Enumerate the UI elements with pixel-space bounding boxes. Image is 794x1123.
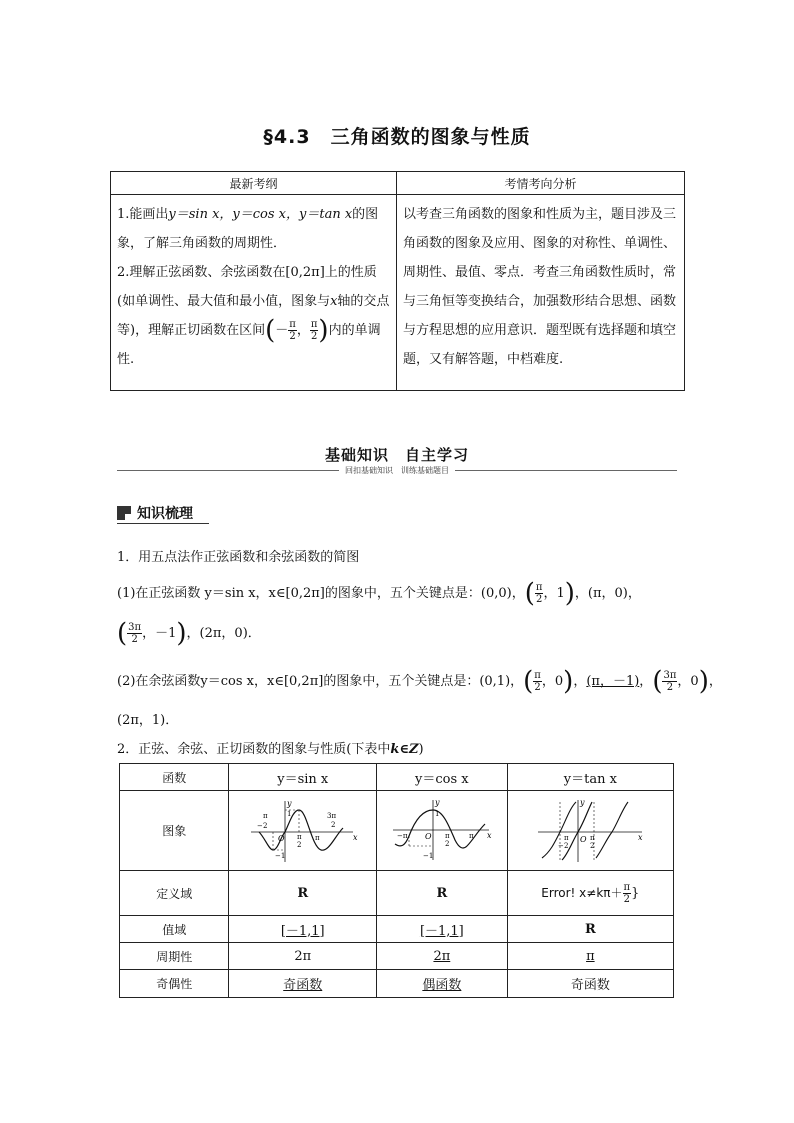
header-cos: y＝cos x [377,764,508,791]
sin-text-a: (1)在正弦函数 y＝sin x，x∈[0,2π]的图象中，五个关键点是：(0,0)， [117,586,525,601]
row-label-range: 值域 [120,916,229,943]
exam-outline-table [110,171,685,391]
outline-content: 1.能画出y＝sin x，y＝cos x，y＝tan x的图象，了解三角函数的周期性． 2.理解正弦函数、余弦函数在[0,2π]上的性质(如单调性、最大值和最小值，图象与x轴的交点等)，理解正切函数在区间(－ $\frac{\pi}{2}$ ， $\frac{\pi}{2}$ )内的单调性. [111,195,397,391]
sin-x-label: x [352,832,358,842]
item-2 [117,738,424,757]
item-2-end: ) [418,742,424,757]
cos-pi-over-2-num: π [444,831,450,840]
outline-p2-c: 轴的交点等)，理解正切函数在区间 [117,294,390,338]
sin-graph-cell [229,791,377,871]
outline-p2-x: x [330,294,338,309]
section-subtitle-wrap [0,465,794,476]
sin-neg-pi-over-2-num: π [262,811,268,820]
cos-one-label: 1 [434,809,440,818]
outline-header: 最新考纲 [111,172,397,195]
cos-range: [－1,1] [377,916,508,943]
cos-text-f: ， [708,674,722,689]
sin-period: 2π [229,943,377,970]
tan-neg-sign: − [558,841,565,850]
sin-range: [－1,1] [229,916,377,943]
cos-period: 2π [377,943,508,970]
header-sin: y＝sin x [229,764,377,791]
sin-keypoints-line-2: ( $\frac{3\pi}{2}$ ，－1)，(2π，0)． [117,618,261,649]
tan-domain-frac-den: 2 [623,893,630,905]
knowledge-heading [117,503,193,523]
sin-neg-one-label: −1 [274,851,286,860]
outline-p2-a: 2.理解正弦函数、余弦函数在[0,2π]上的性质(如单调性、最大值和最小值，图象与 [117,265,377,309]
outline-neg-sign: － [275,323,289,338]
cos-text-c: ， [573,674,587,689]
header-tan: y＝tan x [507,764,673,791]
tan-neg-pi-over-2-num: π [564,833,569,842]
table-row [120,970,674,998]
cos-graph-cell [377,791,508,871]
sin-one-label: 1 [286,809,292,818]
outline-p1-a: 1.能画出 [117,207,169,222]
cos-neg-pi-label: −π [396,831,408,840]
cos-text-d: ， [639,674,653,689]
tan-parity: 奇函数 [507,970,673,998]
trig-functions-table [119,763,674,998]
tan-period: π [507,943,673,970]
item-1: 1．用五点法作正弦函数和余弦函数的简图 [117,550,360,565]
tan-domain [507,871,673,916]
cos-pi-over-2-den: 2 [444,839,450,848]
cos-frac-den-1: 2 [534,682,541,693]
tan-x-label: x [638,832,643,842]
outline-p1-funcs: y＝sin x，y＝cos x，y＝tan x [168,207,353,222]
cos-keypoints-line-2: (2π，1)． [117,713,179,728]
item-2-text: 2．正弦、余弦、正切函数的图象与性质(下表中 [117,742,391,757]
outline-frac-den-2: 2 [310,331,318,342]
cos-neg-one-label: −1 [422,851,434,860]
tan-neg-pi-over-2-den: 2 [564,841,569,850]
sin-text-e: ，(2π，0)． [186,626,261,641]
heading-underline [117,523,209,524]
sin-domain: R [229,871,377,916]
sin-neg-pi-over-2-den: 2 [262,821,268,830]
outline-frac-num-1: π [289,319,296,330]
cos-y-label: y [434,797,440,807]
cos-pi-label: π [468,831,474,840]
sin-text-d: ，－1 [142,626,177,641]
square-bullet-icon [117,506,131,520]
sin-frac-den-1: 2 [535,594,543,605]
tan-y-label: y [580,797,585,807]
cos-text-a: (2)在余弦函数y＝cos x，x∈[0,2π]的图象中，五个关键点是：(0,1)， [117,674,524,689]
outline-frac-den-1: 2 [289,331,296,342]
cos-parity: 偶函数 [377,970,508,998]
cos-frac-num-1: π [534,670,541,681]
header-function: 函数 [120,764,229,791]
sin-graph [243,796,363,866]
section-title: 基础知识 自主学习 [324,446,469,464]
cos-x-label: x [486,830,492,840]
table-row [120,871,674,916]
table-row [120,764,674,791]
row-label-domain: 定义域 [120,871,229,916]
tan-graph-cell [507,791,673,871]
sin-neg-sign: − [256,821,263,830]
row-label-graph: 图象 [120,791,229,871]
item-2-k: k∈Z [390,742,419,757]
sin-frac-num-1: π [535,582,543,593]
sin-pi-over-2-num: π [296,832,302,841]
outline-p1-c: 的图象，了解三角函数的周期性． [117,207,379,251]
table-row [120,943,674,970]
sin-text-b: ，1 [543,586,565,601]
sin-pi-over-2-den: 2 [296,840,302,849]
sin-frac-num-2: 3π [128,622,142,633]
tan-domain-brace: } [631,885,640,901]
cos-text-e: ，0 [677,674,699,689]
row-label-parity: 奇偶性 [120,970,229,998]
section-subtitle: 回扣基础知识 训练基础题目 [339,466,455,475]
sin-parity: 奇函数 [229,970,377,998]
knowledge-heading-text: 知识梳理 [137,506,193,522]
page-title: §4.3 三角函数的图象与性质 [263,126,531,148]
tan-origin-label: O [580,834,587,844]
outline-frac-num-2: π [310,319,318,330]
cos-graph [387,796,497,866]
table-row [120,791,674,871]
cos-point-pi: (π，－1) [586,674,640,689]
cos-domain: R [377,871,508,916]
sin-keypoints-line-1: (1)在正弦函数 y＝sin x，x∈[0,2π]的图象中，五个关键点是：(0,0)，( $\frac{\pi}{2}$ ，1)，(π，0)， [117,578,641,609]
tan-domain-text: Error! x≠kπ＋ [541,885,623,900]
row-label-period: 周期性 [120,943,229,970]
tan-range: R [507,916,673,943]
analysis-content: 以考查三角函数的图象和性质为主，题目涉及三角函数的图象及应用、图象的对称性、单调性、周期性、最值、零点．考查三角函数性质时，常与三角恒等变换结合，加强数形结合思想、函数与方程思想的应用意识．题型既有选择题和填空题，又有解答题，中档难度. [397,195,685,391]
sin-text-c: ，(π，0)， [574,586,641,601]
sin-3pi-over-2-den: 2 [330,820,336,829]
sin-y-label: y [286,798,292,808]
sin-pi-label: π [314,833,320,842]
tan-pi-over-2-num: π [590,833,595,842]
tan-graph [530,796,650,866]
tan-pi-over-2-den: 2 [590,841,595,850]
sin-3pi-over-2-num: 3π [326,811,336,820]
table-row [120,916,674,943]
cos-origin-label: O [424,831,432,841]
tan-domain-frac-num: π [623,881,631,893]
sin-origin-label: O [277,833,285,843]
analysis-header: 考情考向分析 [397,172,685,195]
cos-text-b: ，0 [541,674,564,689]
outline-p2-d: 内的单调性. [117,323,381,367]
cos-frac-num-2: 3π [663,670,677,681]
cos-keypoints-line-1: (2)在余弦函数y＝cos x，x∈[0,2π]的图象中，五个关键点是：(0,1)，( $\frac{\pi}{2}$ ，0)，(π，－1)，( $\frac{3\pi}{2}$ ，0)， [117,666,722,697]
sin-frac-den-2: 2 [131,634,138,645]
cos-frac-den-2: 2 [666,682,674,693]
